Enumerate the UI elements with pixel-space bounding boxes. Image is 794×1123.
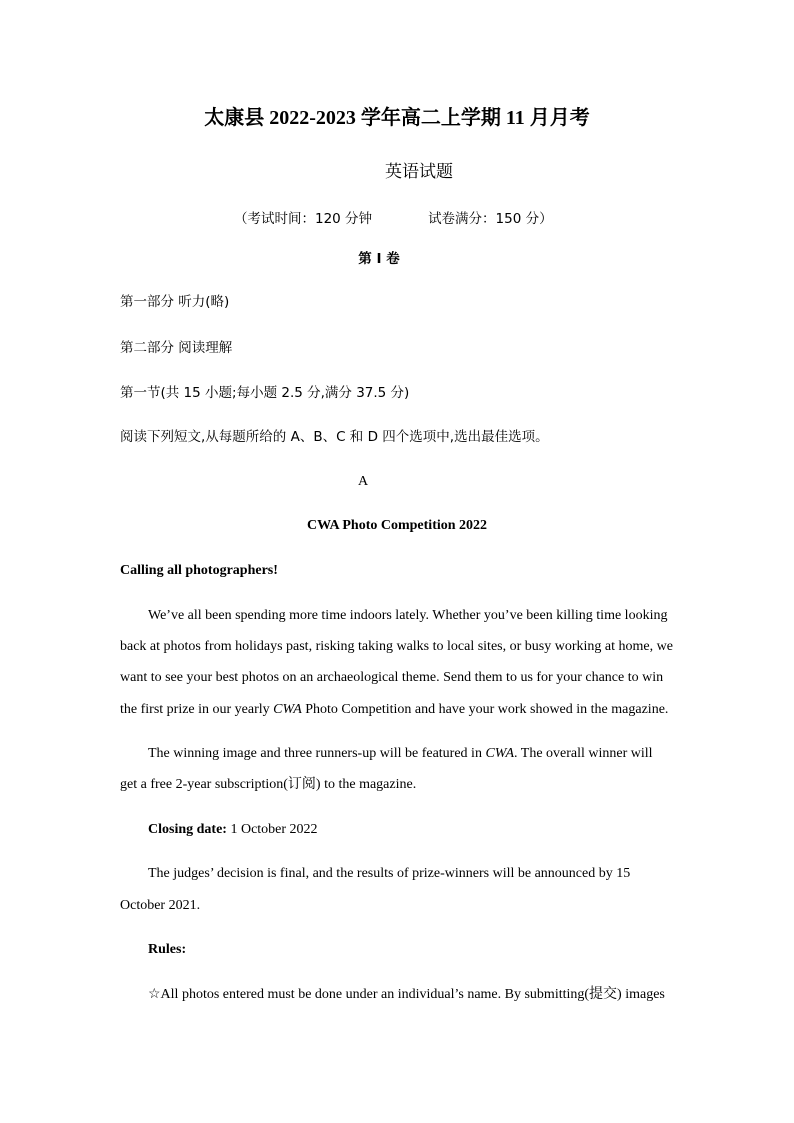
paragraph-line: October 2021. [120, 898, 201, 913]
paragraph-line: The judges’ decision is final, and the results of prize-winners will be announced by 15 [148, 866, 631, 881]
text-fragment: The winning image and three runners-up will be featured in [148, 746, 486, 761]
paragraph-line: want to see your best photos on an archaeological theme. Send them to us for your chance to win [120, 670, 664, 685]
closing-date [148, 821, 318, 839]
text-fragment: the first prize in our yearly [120, 702, 274, 717]
exam-time: （考试时间：120 分钟 [234, 211, 373, 227]
closing-label: Closing date: [148, 822, 227, 837]
volume-heading: 第 I 卷 [358, 251, 400, 267]
paragraph-line [120, 701, 668, 719]
rule-item: ☆All photos entered must be done under an individual’s name. By submitting(提交) images [148, 987, 665, 1002]
paragraph-line: get a free 2-year subscription(订阅) to the magazine. [120, 777, 417, 792]
part1-heading: 第一部分 听力(略) [120, 294, 230, 310]
magazine-name: CWA [273, 702, 302, 717]
section1-heading: 第一节(共 15 小题;每小题 2.5 分,满分 37.5 分) [120, 385, 410, 401]
paragraph-line: We’ve all been spending more time indoors lately. Whether you’ve been killing time looking [148, 608, 668, 623]
closing-value: 1 October 2022 [226, 822, 318, 837]
paragraph-line [148, 745, 653, 763]
reading-instruction: 阅读下列短文,从每题所给的 A、B、C 和 D 四个选项中,选出最佳选项。 [120, 429, 549, 445]
paragraph-line: back at photos from holidays past, risking taking walks to local sites, or busy working at home, we [120, 639, 673, 654]
exam-info [234, 210, 553, 228]
passage-heading: CWA Photo Competition 2022 [306, 518, 488, 533]
passage-call: Calling all photographers! [120, 563, 278, 578]
exam-title: 太康县 2022-2023 学年高二上学期 11 月月考 [204, 107, 590, 129]
subject-title: 英语试题 [385, 162, 453, 182]
passage-label: A [357, 474, 369, 489]
text-fragment: . The overall winner will [514, 746, 653, 761]
text-fragment: Photo Competition and have your work showed in the magazine. [301, 702, 669, 717]
magazine-name: CWA [485, 746, 515, 761]
rules-heading: Rules: [148, 942, 187, 957]
full-score: 试卷满分：150 分） [428, 211, 553, 227]
part2-heading: 第二部分 阅读理解 [120, 340, 233, 356]
